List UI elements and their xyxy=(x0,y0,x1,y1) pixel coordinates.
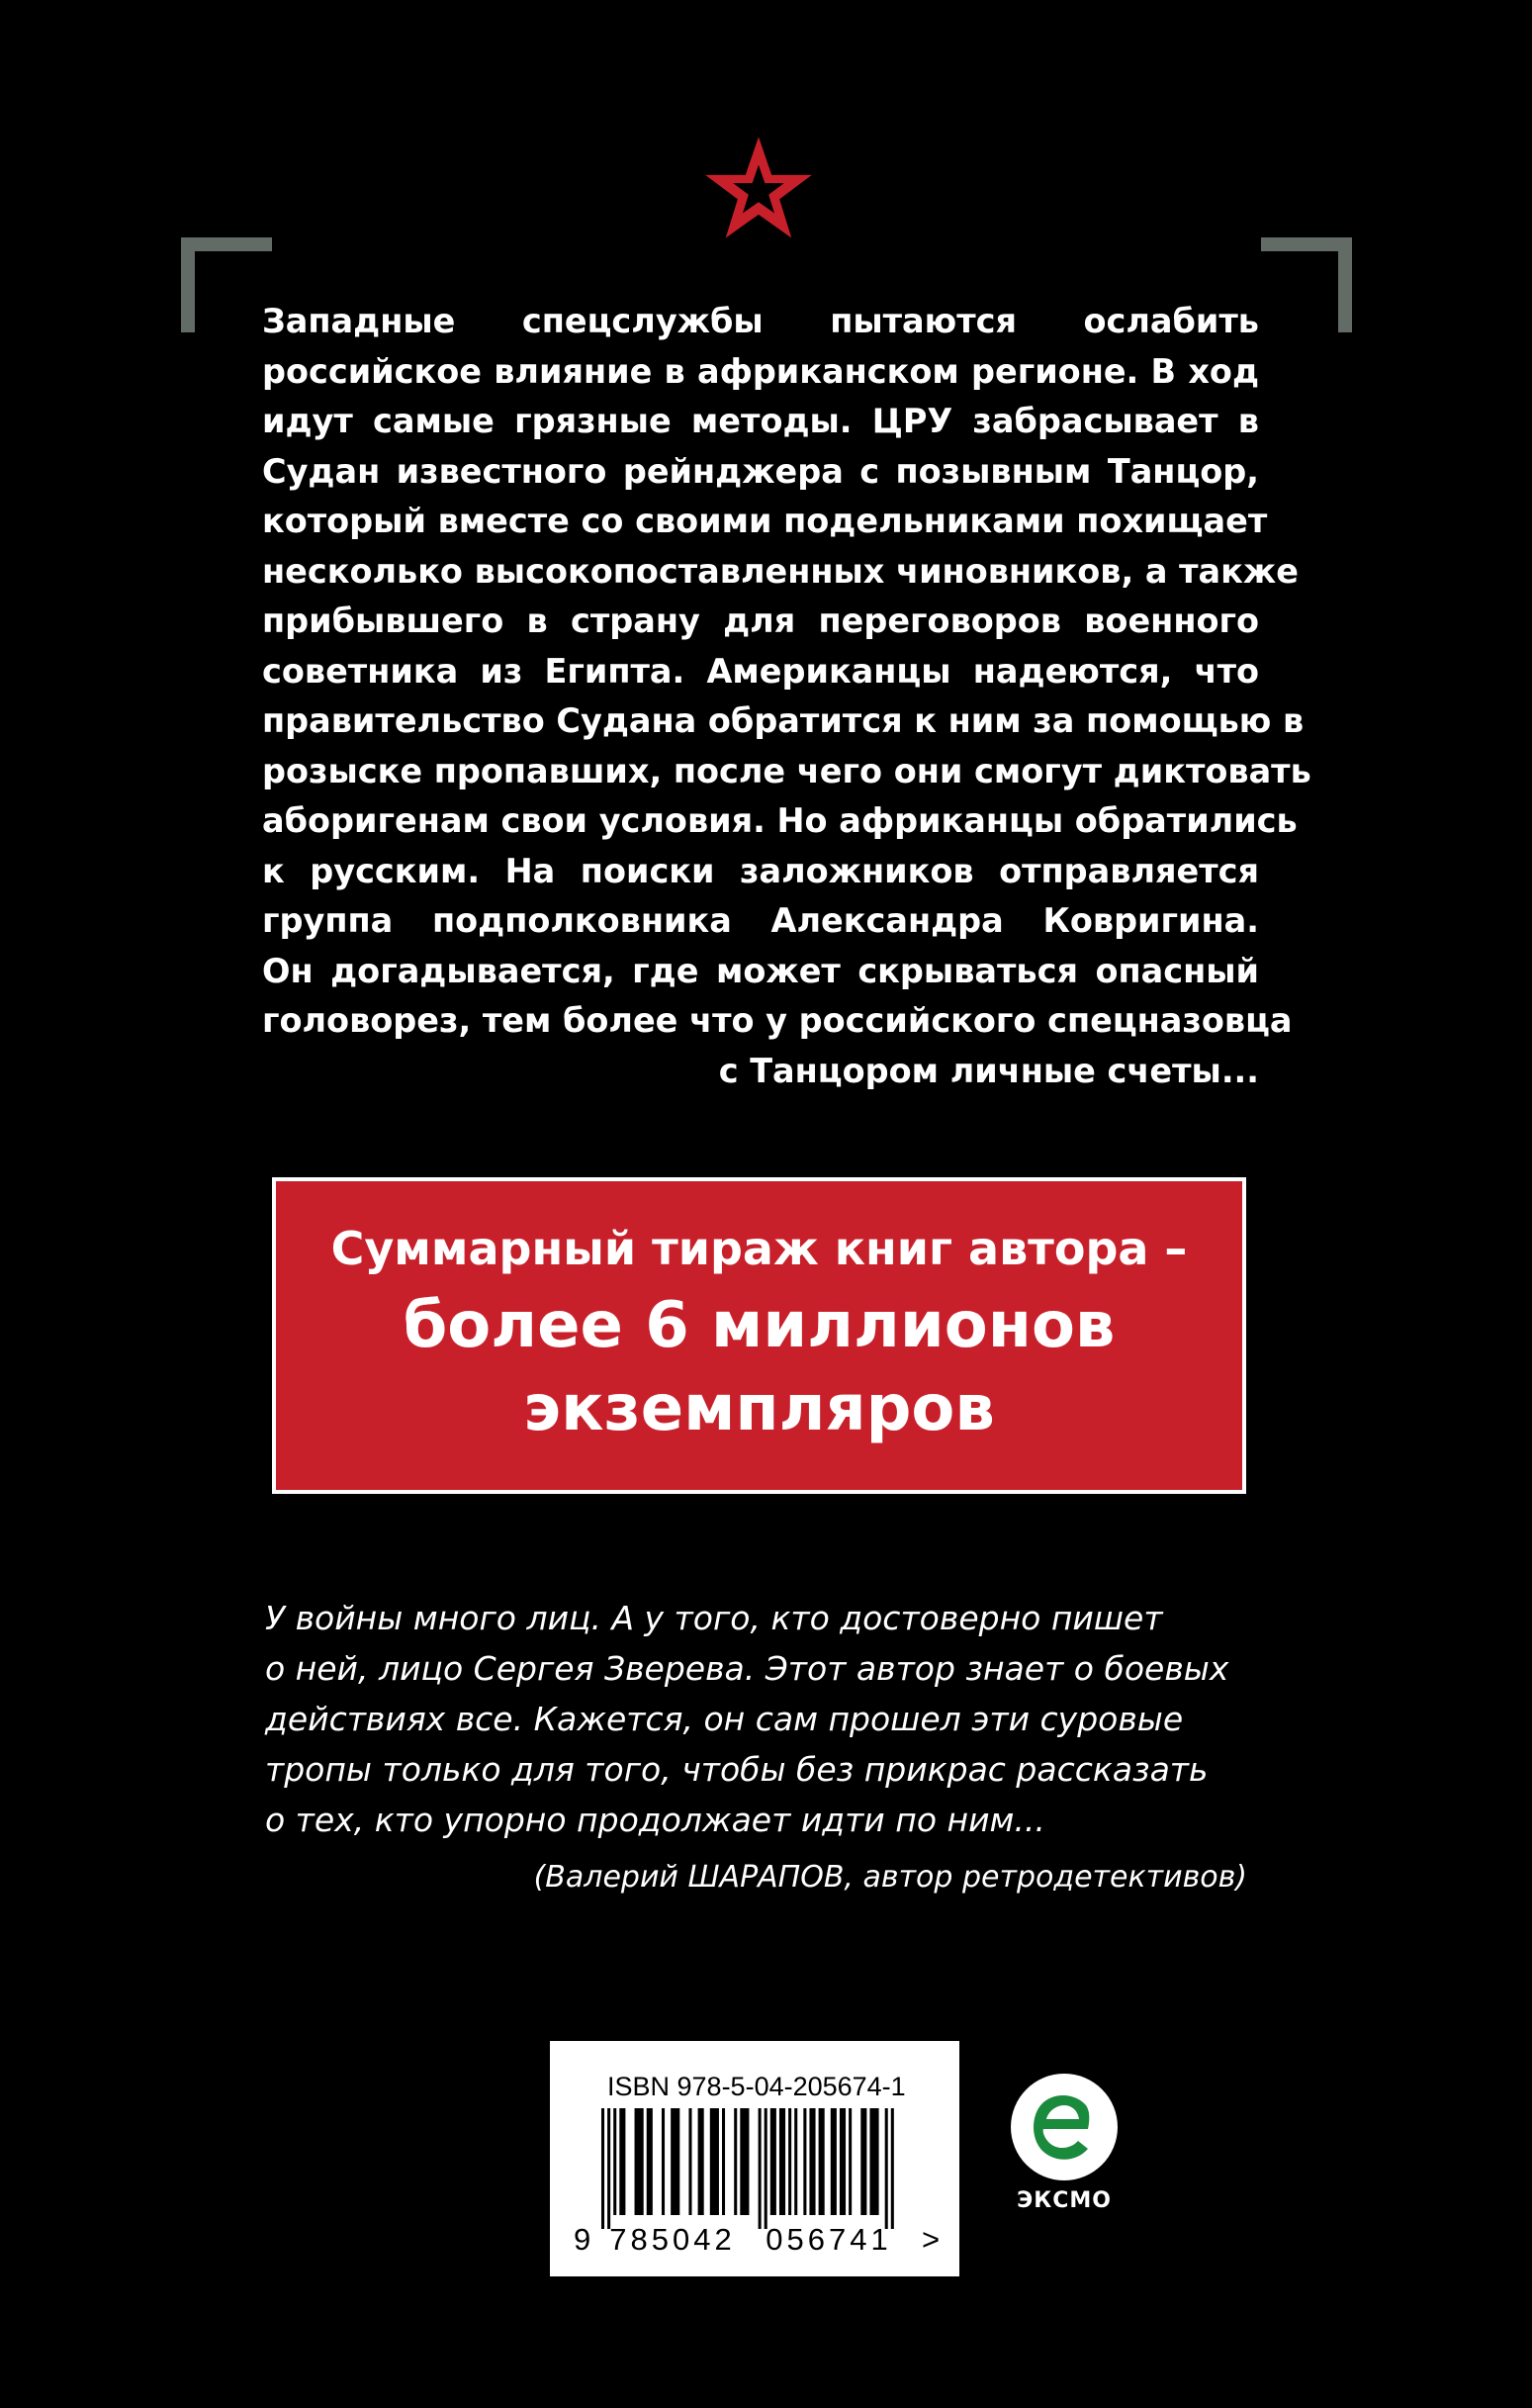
corner-bracket-right xyxy=(1261,237,1352,332)
synopsis-line: Западные спецслужбы пытаются ослабить xyxy=(262,302,1259,340)
barcode-bar xyxy=(647,2108,653,2215)
barcode-bar xyxy=(788,2108,791,2215)
barcode-bar xyxy=(710,2108,719,2215)
synopsis-line: советника из Египта. Американцы надеются, что xyxy=(262,651,1259,691)
banner-line-3: экземпляров xyxy=(523,1372,995,1445)
barcode-bar xyxy=(794,2108,797,2215)
barcode-bar xyxy=(740,2108,749,2215)
quote-line: У войны много лиц. А у того, кто достоверно пишет xyxy=(265,1599,1163,1637)
barcode-digits-left: 785042 xyxy=(609,2222,736,2257)
quote-line: о тех, кто упорно продолжает идти по ним... xyxy=(265,1801,1045,1839)
synopsis-line: Он догадывается, где может скрываться опасный xyxy=(262,951,1259,990)
isbn-barcode xyxy=(550,2041,959,2276)
barcode-bar xyxy=(831,2108,837,2215)
barcode-bar xyxy=(607,2108,610,2229)
barcode-bar xyxy=(809,2108,815,2215)
barcode-digit-first: 9 xyxy=(574,2222,591,2257)
synopsis-line: идут самые грязные методы. ЦРУ забрасывает в xyxy=(262,402,1259,440)
quote-attribution: (Валерий ШАРАПОВ, автор ретродетективов) xyxy=(533,1860,1247,1895)
barcode-bar xyxy=(840,2108,846,2215)
quote-line: действиях все. Кажется, он сам прошел эти суровые xyxy=(265,1700,1184,1738)
isbn-label: ISBN 978-5-04-205674-1 xyxy=(607,2072,906,2101)
review-quote xyxy=(265,1593,1264,1845)
synopsis-line: к русским. На поиски заложников отправляется xyxy=(262,851,1259,890)
synopsis-line: прибывшего в страну для переговоров военного xyxy=(262,602,1259,640)
barcode-digits-right: 056741 xyxy=(766,2222,892,2257)
barcode-bar xyxy=(601,2108,604,2229)
barcode-bar xyxy=(770,2108,776,2215)
barcode-bar xyxy=(662,2108,665,2215)
synopsis-text xyxy=(262,297,1311,1096)
barcode-bar xyxy=(722,2108,725,2215)
barcode-bar xyxy=(885,2108,888,2229)
eksmo-logo-icon xyxy=(1003,2070,1126,2186)
publisher-logo xyxy=(1003,2070,1126,2228)
corner-bracket-left xyxy=(181,237,272,332)
synopsis-line: российское влияние в африканском регионе. В ход xyxy=(262,351,1259,391)
star-svg xyxy=(698,135,819,251)
logo-mark xyxy=(1034,2095,1089,2160)
barcode-bar xyxy=(765,2108,767,2229)
synopsis-line: который вместе со своими подельниками похищает xyxy=(262,502,1268,540)
barcode-bar xyxy=(698,2108,704,2215)
barcode-bar xyxy=(891,2108,894,2229)
barcode-bar xyxy=(671,2108,679,2215)
barcode-bar xyxy=(688,2108,691,2215)
barcode-bar xyxy=(779,2108,785,2215)
quote-line: о ней, лицо Сергея Зверева. Этот автор знает о боевых xyxy=(265,1649,1229,1688)
barcode-bar xyxy=(849,2108,852,2215)
synopsis-line: аборигенам свои условия. Но африканцы обратились xyxy=(262,801,1298,840)
barcode-bar xyxy=(734,2108,737,2215)
barcode-bar xyxy=(635,2108,644,2215)
red-star-icon xyxy=(698,135,819,251)
barcode-bar xyxy=(803,2108,806,2215)
barcode-bar xyxy=(869,2108,878,2215)
publisher-name: ЭКСМО xyxy=(1017,2188,1112,2213)
banner-line-2: более 6 миллионов xyxy=(403,1289,1116,1362)
synopsis-line: правительство Судана обратится к ним за помощью в xyxy=(262,701,1305,740)
circulation-banner xyxy=(272,1177,1246,1494)
barcode-bar xyxy=(613,2108,616,2215)
barcode-bar xyxy=(819,2108,825,2215)
synopsis-line: Судан известного рейнджера с позывным Танцор, xyxy=(262,451,1259,491)
barcode-bar xyxy=(619,2108,625,2215)
synopsis-line: с Танцором личные счеты... xyxy=(718,1051,1259,1090)
banner-line-1: Суммарный тираж книг автора – xyxy=(330,1222,1188,1275)
synopsis-line: несколько высокопоставленных чиновников, а также xyxy=(262,551,1299,591)
synopsis-line: группа подполковника Александра Ковригина. xyxy=(262,901,1259,940)
synopsis-line: розыске пропавших, после чего они смогут диктовать xyxy=(262,751,1311,790)
barcode-bar xyxy=(860,2108,866,2215)
barcode-bar xyxy=(759,2108,762,2229)
quote-line: тропы только для того, чтобы без прикрас рассказать xyxy=(265,1750,1209,1789)
synopsis-line: головорез, тем более что у российского спецназовца xyxy=(262,1001,1293,1040)
barcode-quiet-mark: > xyxy=(922,2222,941,2257)
barcode-bars xyxy=(550,2108,959,2257)
